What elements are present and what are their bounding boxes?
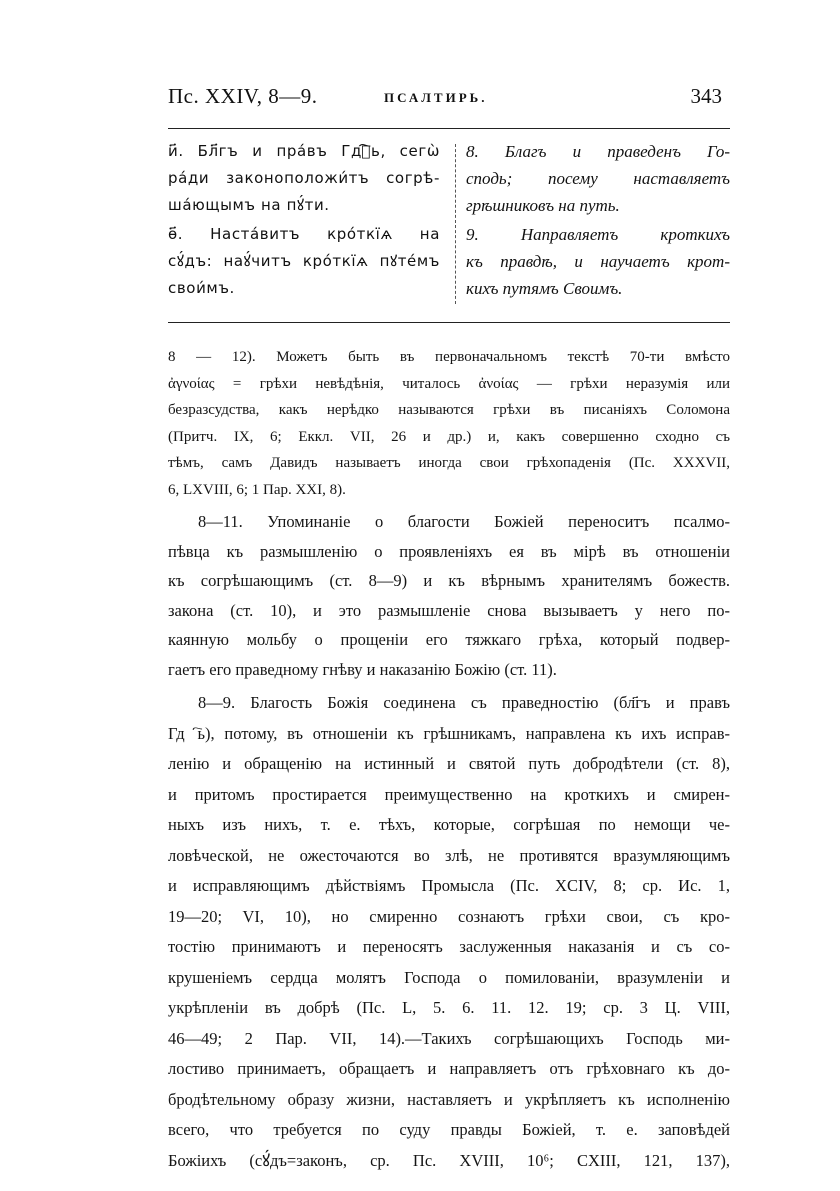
commentary [168,344,730,1176]
header-reference: Пс. XXIV, 8—9. [168,84,318,108]
slavonic-line: ѳ҃. Наста́витъ кро́ткїѧ на [168,225,440,243]
text-line: 6, LXVIII, 6; 1 Пар. XXI, 8). [168,481,346,498]
slavonic-line: ра́ди законоположи́тъ согрѣ- [168,169,440,187]
text-line: и притомъ простирается преимущественно на кроткихъ и смирен- [168,784,730,804]
text-line: ныхъ изъ нихъ, т. е. тѣхъ, которые, согрѣшая по немощи че- [168,815,730,834]
russian-verse-9 [466,221,730,302]
text-line: крушеніемъ сердца молятъ Господа о помилованіи, вразумленіи и [168,967,730,987]
slavonic-line: сꙋ́дъ: наꙋ́читъ кро́ткїѧ пꙋте́мъ [168,252,440,270]
running-header [168,84,730,114]
commentary-paragraph-2 [168,507,730,684]
top-rule [168,128,730,129]
page-number: 343 [690,84,722,108]
header-title: ПСАЛТИРЬ. [384,90,488,105]
column-divider [455,144,456,304]
commentary-paragraph-3 [168,688,730,1176]
slavonic-line: свои́мъ. [168,279,235,297]
text-line: и исправляющимъ дѣйствіямъ Промысла (Пс. XCIV, 8; ср. Ис. 1, [168,876,730,895]
text-line: ἀγνοίας = грѣхи невѣдѣнія, читалось ἀνοίας — грѣхи неразумія или [168,375,730,392]
text-line: 8—9. Благость Божія соединена съ праведностію (бл҃гъ и правъ [198,693,730,712]
text-line: тѣмъ, самъ Давидъ называетъ иногда свои грѣхопаденія (Пс. XXXVII, [168,455,730,471]
text-line: къ согрѣшающимъ (ст. 8—9) и къ вѣрнымъ хранителямъ божеств. [168,571,730,590]
slavonic-line: ша́ющымъ на пꙋ́ти. [168,196,330,214]
text-line: 46—49; 2 Пар. VII, 14).—Такихъ согрѣшающихъ Господь ми- [168,1028,730,1048]
text-line: (Притч. IX, 6; Еккл. VII, 26 и др.) и, какъ совершенно сходно съ [168,428,730,445]
russian-verse-8 [466,138,730,219]
russian-line: къ правдѣ, и научаетъ крот- [466,252,730,271]
text-line: пѣвца къ размышленію о проявленіяхъ ея въ мірѣ въ отношеніи [168,541,730,561]
text-line: Гдⷭ҇ь), потому, въ отношеніи къ грѣшникамъ, направлена къ ихъ исправ- [168,723,730,743]
russian-column [466,138,730,304]
russian-line: сподь; посему наставляетъ [466,169,730,188]
slavonic-column [168,138,440,304]
text-line: всего, что требуется по суду правды Божіей, т. е. заповѣдей [168,1120,730,1139]
text-line: каянную мольбу о прощеніи его тяжкаго грѣха, который подвер- [168,630,730,649]
russian-line: 9. Направляетъ кроткихъ [466,225,730,244]
text-line: лостиво принимаетъ, обращаетъ и направляетъ отъ грѣховнаго къ до- [168,1059,730,1078]
slavonic-verse-8 [168,138,440,219]
text-line: гаетъ его праведному гнѣву и наказанію Божію (ст. 11). [168,659,557,679]
text-line: Божіихъ (сꙋ́дъ=законъ, ср. Пс. XVIII, 10⁶; CXIII, 121, 137), [168,1150,730,1170]
text-line: 19—20; VI, 10), но смиренно сознаютъ грѣхи свои, съ кро- [168,906,730,926]
russian-line: 8. Благъ и праведенъ Го- [466,142,730,161]
russian-line: кихъ путямъ Своимъ. [466,279,623,298]
text-line: ловѣческой, не ожесточаются во злѣ, не противятся вразумляющимъ [168,845,730,865]
text-line: укрѣпленіи въ добрѣ (Пс. L, 5. 6. 11. 12. 19; ср. 3 Ц. VIII, [168,998,730,1017]
text-line: безразсудства, какъ нерѣдко называются грѣхи въ писаніяхъ Соломона [168,402,730,418]
russian-line: грѣшниковъ на путь. [466,196,620,215]
text-line: бродѣтельному образу жизни, наставляетъ и укрѣпляетъ къ исполненію [168,1089,730,1109]
text-line: 8—11. Упоминаніе о благости Божіей переноситъ псалмо- [198,512,730,531]
text-line: закона (ст. 10), и это размышленіе снова вызываетъ у него по- [168,600,730,620]
text-line: ленію и обращенію на истинный и святой путь добродѣтели (ст. 8), [168,754,730,773]
text-line: тостію принимаютъ и переносятъ заслуженныя наказанія и съ со- [168,937,730,956]
parallel-text [168,138,730,314]
bottom-rule [168,322,730,323]
text-line: 8 — 12). Можетъ быть въ первоначальномъ текстѣ 70-ти вмѣсто [168,349,730,365]
slavonic-verse-9 [168,221,440,302]
commentary-paragraph-1 [168,344,730,503]
slavonic-line: и҃. Бл҃гъ и пра́въ Гдⷭ҇ь, сегѡ̀ [168,142,440,160]
